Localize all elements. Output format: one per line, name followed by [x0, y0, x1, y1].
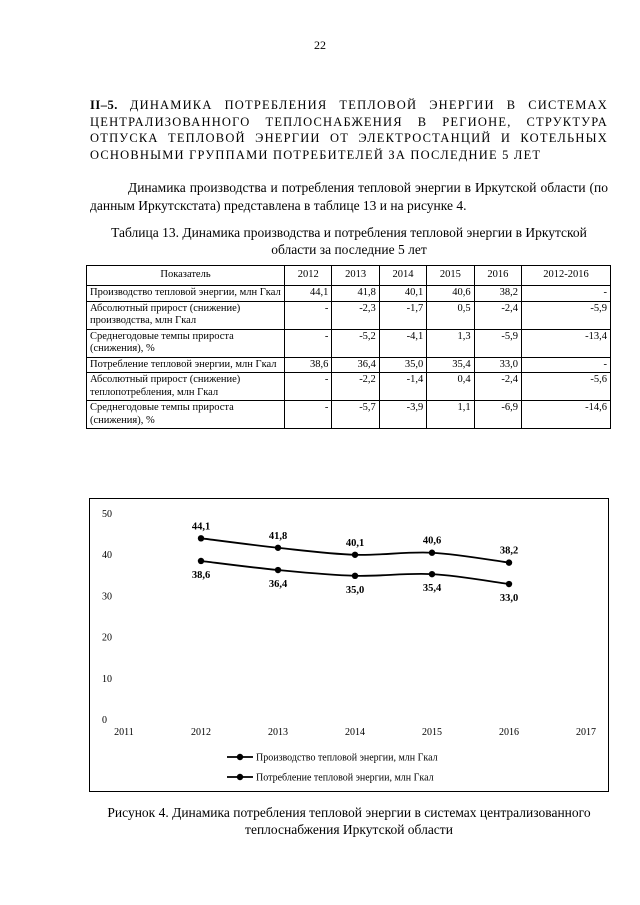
- x-tick-label: 2015: [422, 727, 442, 738]
- table-cell: -2,4: [474, 373, 521, 401]
- data-point: [198, 535, 204, 541]
- row-label: Среднегодовые темпы прироста (снижения), %: [87, 401, 285, 429]
- table-cell: 33,0: [474, 357, 521, 373]
- table-cell: -: [285, 301, 332, 329]
- data-point: [275, 567, 281, 573]
- table-cell: 0,5: [427, 301, 474, 329]
- table-cell: -1,7: [379, 301, 426, 329]
- legend-label: Производство тепловой энергии, млн Гкал: [256, 752, 438, 764]
- section-title: ДИНАМИКА ПОТРЕБЛЕНИЯ ТЕПЛОВОЙ ЭНЕРГИИ В СИСТЕМАХ ЦЕНТРАЛИЗОВАННОГО ТЕПЛОСНАБЖЕНИЯ В РЕГИОНЕ, СТРУКТУРА ОТПУСКА ТЕПЛОВОЙ ЭНЕРГИИ ОТ ЭЛЕКТРОСТАНЦИЙ И КОТЕЛЬНЫХ ОСНОВНЫМИ ГРУППАМИ ПОТРЕБИТЕЛЕЙ ЗА ПОСЛЕДНИЕ 5 ЛЕТ: [90, 98, 609, 162]
- table-cell: -5,9: [474, 329, 521, 357]
- data-label: 40,1: [345, 537, 365, 549]
- x-tick-label: 2017: [576, 727, 596, 738]
- data-label: 36,4: [268, 579, 288, 591]
- data-point: [429, 550, 435, 556]
- table-row: [87, 357, 611, 373]
- table-cell: -: [285, 373, 332, 401]
- data-point: [506, 559, 512, 565]
- row-label: Абсолютный прирост (снижение) теплопотребления, млн Гкал: [87, 373, 285, 401]
- section-heading: [90, 97, 608, 163]
- legend-label: Потребление тепловой энергии, млн Гкал: [256, 772, 434, 784]
- table-cell: 38,2: [474, 286, 521, 302]
- header-cell: 2016: [474, 266, 521, 286]
- header-cell: 2013: [332, 266, 379, 286]
- table-cell: -: [285, 329, 332, 357]
- table-cell: 0,4: [427, 373, 474, 401]
- figure-caption: Рисунок 4. Динамика потребления тепловой энергии в системах централизованного теплоснабжения Иркутской области: [107, 805, 591, 837]
- section-number: II–5.: [90, 98, 118, 112]
- table-cell: -2,2: [332, 373, 379, 401]
- table-cell: -: [285, 401, 332, 429]
- table-row: [87, 286, 611, 302]
- x-tick-label: 2013: [268, 727, 288, 738]
- table-row: [87, 301, 611, 329]
- y-tick-label: 0: [102, 715, 107, 726]
- data-label: 35,4: [422, 583, 442, 595]
- data-point: [352, 552, 358, 558]
- legend-marker: [237, 754, 243, 760]
- header-cell: 2012: [285, 266, 332, 286]
- y-tick-label: 30: [102, 591, 112, 603]
- x-tick-label: 2012: [191, 727, 211, 738]
- table-cell: -2,3: [332, 301, 379, 329]
- table-cell: 40,1: [379, 286, 426, 302]
- intro-paragraph: Динамика производства и потребления тепловой энергии в Иркутской области (по данным Иркутскстата) представлена в таблице 13 и на рисунке 4.: [90, 180, 608, 213]
- table-cell: -: [522, 286, 611, 302]
- data-point: [275, 545, 281, 551]
- series-line: [201, 561, 509, 584]
- table-cell: -3,9: [379, 401, 426, 429]
- data-label: 33,0: [499, 593, 519, 605]
- x-tick-label: 2011: [114, 727, 134, 738]
- table-cell: -14,6: [522, 401, 611, 429]
- data-label: 41,8: [268, 530, 288, 542]
- table-cell: -1,4: [379, 373, 426, 401]
- data-table: [86, 265, 611, 429]
- header-cell: 2015: [427, 266, 474, 286]
- data-point: [506, 581, 512, 587]
- table-cell: -2,4: [474, 301, 521, 329]
- table-cell: -5,2: [332, 329, 379, 357]
- line-chart: [90, 499, 608, 791]
- data-point: [352, 573, 358, 579]
- x-tick-label: 2016: [499, 727, 519, 738]
- data-label: 38,2: [499, 545, 519, 557]
- page-number: 22: [314, 38, 326, 52]
- table-cell: 1,3: [427, 329, 474, 357]
- x-tick-label: 2014: [345, 727, 365, 738]
- legend-marker: [237, 774, 243, 780]
- y-tick-label: 40: [102, 550, 112, 562]
- y-tick-label: 20: [102, 632, 112, 644]
- table-cell: 44,1: [285, 286, 332, 302]
- table-caption: Таблица 13. Динамика производства и потребления тепловой энергии в Иркутской области за последние 5 лет: [111, 225, 587, 257]
- table-cell: 1,1: [427, 401, 474, 429]
- table-cell: -5,6: [522, 373, 611, 401]
- table-cell: -: [522, 357, 611, 373]
- row-label: Производство тепловой энергии, млн Гкал: [87, 286, 285, 302]
- table-cell: 40,6: [427, 286, 474, 302]
- table-cell: -5,7: [332, 401, 379, 429]
- data-label: 44,1: [191, 521, 211, 533]
- table-cell: 35,4: [427, 357, 474, 373]
- row-label: Абсолютный прирост (снижение) производства, млн Гкал: [87, 301, 285, 329]
- row-label: Потребление тепловой энергии, млн Гкал: [87, 357, 285, 373]
- data-point: [429, 571, 435, 577]
- table-row: [87, 401, 611, 429]
- header-cell: 2012-2016: [522, 266, 611, 286]
- table-cell: 35,0: [379, 357, 426, 373]
- data-label: 35,0: [345, 584, 365, 596]
- data-label: 40,6: [422, 535, 442, 547]
- data-label: 38,6: [191, 569, 211, 581]
- table-cell: 36,4: [332, 357, 379, 373]
- table-row: [87, 329, 611, 357]
- table-header-row: [87, 266, 611, 286]
- y-tick-label: 50: [102, 509, 112, 520]
- data-point: [198, 558, 204, 564]
- row-label: Среднегодовые темпы прироста (снижения), %: [87, 329, 285, 357]
- chart-frame: [89, 498, 609, 792]
- table-cell: -4,1: [379, 329, 426, 357]
- table-cell: -13,4: [522, 329, 611, 357]
- header-cell: 2014: [379, 266, 426, 286]
- table-cell: -5,9: [522, 301, 611, 329]
- y-tick-label: 10: [102, 673, 112, 685]
- table-cell: 41,8: [332, 286, 379, 302]
- table-cell: -6,9: [474, 401, 521, 429]
- header-cell: Показатель: [87, 266, 285, 286]
- table-row: [87, 373, 611, 401]
- table-cell: 38,6: [285, 357, 332, 373]
